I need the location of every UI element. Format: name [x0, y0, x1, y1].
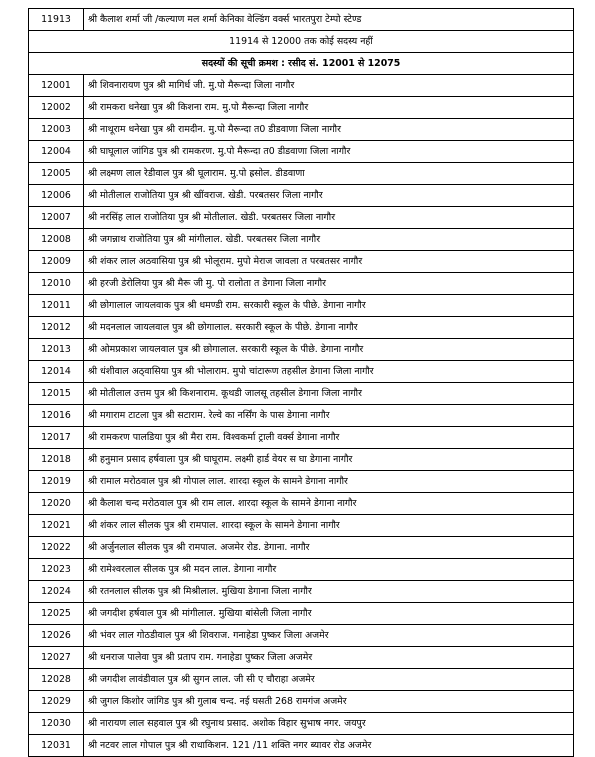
member-details: श्री ओमप्रकाश जायलवाल पुत्र श्री छोगालाल. सरकारी स्कूल के पीछे. डेगाना नागौर [84, 339, 574, 361]
table-row [29, 603, 574, 625]
table-row [29, 647, 574, 669]
member-details: श्री मोतीलाल राजोतिया पुत्र श्री खींवराज. खेडी. परबतसर जिला नागौर [84, 185, 574, 207]
member-number: 12004 [29, 141, 84, 163]
no-members-note: 11914 से 12000 तक कोई सदस्य नहीं [29, 31, 574, 53]
member-details: श्री मोतीलाल उत्तम पुत्र श्री किशनाराम. कूथडी जालसू तहसील डेगाना जिला नागौर [84, 383, 574, 405]
member-number: 12027 [29, 647, 84, 669]
member-number: 12021 [29, 515, 84, 537]
member-details: श्री नरसिंह लाल राजोतिया पुत्र श्री मोतीलाल. खेडी. परबतसर जिला नागौर [84, 207, 574, 229]
member-number: 12010 [29, 273, 84, 295]
member-number: 12002 [29, 97, 84, 119]
table-row [29, 207, 574, 229]
table-row [29, 581, 574, 603]
member-number: 11913 [29, 9, 84, 31]
member-details: श्री जगन्नाथ राजोतिया पुत्र श्री मांगीलाल. खेडी. परबतसर जिला नागौर [84, 229, 574, 251]
member-details: श्री मगाराम टाटला पुत्र श्री सटाराम. रेल्वे का नर्सिंग के पास डेगाना नागौर [84, 405, 574, 427]
member-details: श्री धंशीवाल अठ्वासिया पुत्र श्री भोलाराम. मुपो चांटारूण तहसील डेगाना जिला नागौर [84, 361, 574, 383]
member-number: 12031 [29, 735, 84, 757]
table-row [29, 537, 574, 559]
member-number: 12014 [29, 361, 84, 383]
member-number: 12018 [29, 449, 84, 471]
member-number: 12020 [29, 493, 84, 515]
table-row [29, 713, 574, 735]
table-row [29, 185, 574, 207]
section-heading: सदस्यों की सूची क्रमश : रसीद सं. 12001 से 12075 [29, 53, 574, 75]
member-details: श्री भंवर लाल गोठडीवाल पुत्र श्री शिवराज. गनाहेडा पुष्कर जिला अजमेर [84, 625, 574, 647]
member-number: 12016 [29, 405, 84, 427]
member-number: 12008 [29, 229, 84, 251]
table-row [29, 383, 574, 405]
member-details: श्री रामाल मरोठवाल पुत्र श्री गोपाल लाल. शारदा स्कूल के सामने डेगाना नागौर [84, 471, 574, 493]
member-details: श्री रामकरण पालडिया पुत्र श्री मैरा राम. विश्वकर्मा ट्राली वर्क्स डेगाना नागौर [84, 427, 574, 449]
table-row [29, 97, 574, 119]
member-number: 12005 [29, 163, 84, 185]
member-details: श्री रामकरा धनेखा पुत्र श्री किशना राम. मु.पो मैरून्दा जिला नागौर [84, 97, 574, 119]
member-details: श्री मदनलाल जायलवाल पुत्र श्री छोगालाल. सरकारी स्कूल के पीछे. डेगाना नागौर [84, 317, 574, 339]
table-row [29, 625, 574, 647]
member-details: श्री जगदीश लावंडीवाल पुत्र श्री सुगन लाल. जी सी ए चौराहा अजमेर [84, 669, 574, 691]
member-number: 12011 [29, 295, 84, 317]
member-register-table [28, 8, 574, 757]
member-number: 12003 [29, 119, 84, 141]
table-row [29, 317, 574, 339]
register-body [29, 9, 574, 757]
member-number: 12017 [29, 427, 84, 449]
table-row [29, 361, 574, 383]
note-row [29, 31, 574, 53]
table-row [29, 251, 574, 273]
member-number: 12029 [29, 691, 84, 713]
member-number: 12025 [29, 603, 84, 625]
table-row [29, 9, 574, 31]
table-row [29, 471, 574, 493]
member-number: 12019 [29, 471, 84, 493]
table-row [29, 119, 574, 141]
member-details: श्री अर्जुनलाल सीलक पुत्र श्री रामपाल. अजमेर रोड. डेगाना. नागौर [84, 537, 574, 559]
member-number: 12030 [29, 713, 84, 735]
table-row [29, 735, 574, 757]
member-details: श्री शिवनारायण पुत्र श्री मागिर्ध जी. मु.पो मैरून्दा जिला नागौर [84, 75, 574, 97]
member-details: श्री घाघूलाल जांगिड पुत्र श्री रामकरण. मु.पो मैरून्दा त0 डीडवाणा जिला नागौर [84, 141, 574, 163]
table-row [29, 339, 574, 361]
member-details: श्री रामेश्वरलाल सीलक पुत्र श्री मदन लाल. डेगाना नागौर [84, 559, 574, 581]
table-row [29, 493, 574, 515]
member-number: 12015 [29, 383, 84, 405]
table-row [29, 163, 574, 185]
table-row [29, 669, 574, 691]
member-details: श्री नारायण लाल सहवाल पुत्र श्री रघुनाथ प्रसाद. अशोक विहार सुभाष नगर. जयपुर [84, 713, 574, 735]
member-details: श्री कैलाश शर्मा जी /कल्याण मल शर्मा केनिका वेल्डिंग वर्क्स भारतपुरा टेम्पो स्टेण्ड [84, 9, 574, 31]
member-number: 12024 [29, 581, 84, 603]
member-number: 12028 [29, 669, 84, 691]
member-details: श्री शंकर लाल अठवासिया पुत्र श्री भोलूराम. मुपो मेराज जावला त परबतसर नागौर [84, 251, 574, 273]
table-row [29, 515, 574, 537]
member-number: 12026 [29, 625, 84, 647]
table-row [29, 405, 574, 427]
member-register-page [28, 8, 574, 757]
member-details: श्री धनराज पालेवा पुत्र श्री प्रताप राम. गनाहेडा पुष्कर जिला अजमेर [84, 647, 574, 669]
member-details: श्री जुगल किशोर जांगिड पुत्र श्री गुलाब चन्द. नई घसती 268 रामगंज अजमेर [84, 691, 574, 713]
table-row [29, 141, 574, 163]
member-details: श्री कैलाश चन्द मरोठवाल पुत्र श्री राम लाल. शारदा स्कूल के सामने डेगाना नागौर [84, 493, 574, 515]
table-row [29, 273, 574, 295]
member-number: 12007 [29, 207, 84, 229]
table-row [29, 295, 574, 317]
member-details: श्री नटवर लाल गोपाल पुत्र श्री राधाकिशन. 121 /11 शक्ति नगर ब्यावर रोड अजमेर [84, 735, 574, 757]
member-details: श्री जगदीश हर्षवाल पुत्र श्री मांगीलाल. मुखिया बांसेली जिला नागौर [84, 603, 574, 625]
member-number: 12023 [29, 559, 84, 581]
member-details: श्री हनुमान प्रसाद हर्षवाला पुत्र श्री घाघूराम. लक्ष्मी हार्ड वेयर स घा डेगाना नागौर [84, 449, 574, 471]
member-number: 12013 [29, 339, 84, 361]
member-details: श्री नाथूराम धनेखा पुत्र श्री रामदीन. मु.पो मैरून्दा त0 डीडवाणा जिला नागौर [84, 119, 574, 141]
member-number: 12006 [29, 185, 84, 207]
member-details: श्री छोगालाल जायलवाक पुत्र श्री धमण्डी राम. सरकारी स्कूल के पीछे. डेगाना नागौर [84, 295, 574, 317]
table-row [29, 427, 574, 449]
heading-row [29, 53, 574, 75]
member-details: श्री शंकर लाल सीलक पुत्र श्री रामपाल. शारदा स्कूल के सामने डेगाना नागौर [84, 515, 574, 537]
table-row [29, 449, 574, 471]
member-number: 12022 [29, 537, 84, 559]
table-row [29, 229, 574, 251]
member-number: 12012 [29, 317, 84, 339]
member-number: 12009 [29, 251, 84, 273]
table-row [29, 691, 574, 713]
member-details: श्री हरजी डेरोलिया पुत्र श्री मैरू जी मु. पो रालोता त डेगाना जिला नागौर [84, 273, 574, 295]
member-number: 12001 [29, 75, 84, 97]
member-details: श्री लक्ष्मण लाल रेडीवाल पुत्र श्री घूलाराम. मु.पो ह्रसोल. डीडवाणा [84, 163, 574, 185]
member-details: श्री रतनलाल सीलक पुत्र श्री मिश्रीलाल. मुखिया डेगाना जिला नागौर [84, 581, 574, 603]
table-row [29, 559, 574, 581]
table-row [29, 75, 574, 97]
